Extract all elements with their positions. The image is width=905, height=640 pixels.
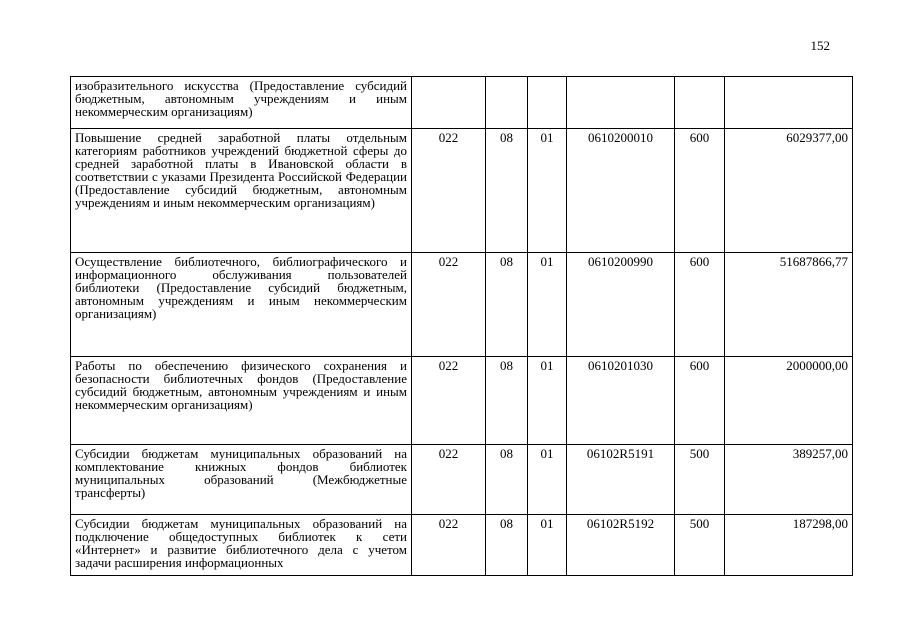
target-code-cell <box>567 77 675 129</box>
amount-cell: 187298,00 <box>725 515 853 576</box>
expense-type-cell: 500 <box>675 445 725 515</box>
ministry-code-cell: 022 <box>412 445 486 515</box>
expense-type-cell: 500 <box>675 515 725 576</box>
expense-type-cell: 600 <box>675 253 725 357</box>
ministry-code-cell: 022 <box>412 253 486 357</box>
target-code-cell: 06102R5191 <box>567 445 675 515</box>
section-code-cell <box>486 77 528 129</box>
table-row <box>71 515 853 576</box>
target-code-cell: 0610200990 <box>567 253 675 357</box>
subsection-code-cell: 01 <box>528 445 567 515</box>
table-row <box>71 357 853 445</box>
expense-type-cell: 600 <box>675 357 725 445</box>
row-name-cell: Работы по обеспечению физического сохранения и безопасности библиотечных фондов (Предоставление субсидий бюджетным, автономным учреждениям и иным некоммерческим организациям) <box>71 357 412 445</box>
table-row <box>71 77 853 129</box>
amount-cell: 51687866,77 <box>725 253 853 357</box>
amount-cell: 6029377,00 <box>725 129 853 253</box>
page-number: 152 <box>810 38 830 53</box>
section-code-cell: 08 <box>486 253 528 357</box>
row-name-cell: Повышение средней заработной платы отдельным категориям работников учреждений бюджетной сферы до средней заработной платы в Ивановской области в соответствии с указами Президента Российской Федерации (Предоставление субсидий бюджетным, автономным учреждениям и иным некоммерческим организациям) <box>71 129 412 253</box>
subsection-code-cell: 01 <box>528 253 567 357</box>
target-code-cell: 06102R5192 <box>567 515 675 576</box>
budget-table <box>70 76 853 576</box>
row-name-cell: Субсидии бюджетам муниципальных образований на подключение общедоступных библиотек к сети «Интернет» и развитие библиотечного дела с учетом задачи расширения информационных <box>71 515 412 576</box>
ministry-code-cell: 022 <box>412 515 486 576</box>
section-code-cell: 08 <box>486 357 528 445</box>
ministry-code-cell <box>412 77 486 129</box>
target-code-cell: 0610200010 <box>567 129 675 253</box>
row-name-cell: Субсидии бюджетам муниципальных образований на комплектование книжных фондов библиотек муниципальных образований (Межбюджетные трансферты) <box>71 445 412 515</box>
expense-type-cell: 600 <box>675 129 725 253</box>
section-code-cell: 08 <box>486 515 528 576</box>
subsection-code-cell: 01 <box>528 357 567 445</box>
row-name-cell: изобразительного искусства (Предоставление субсидий бюджетным, автономным учреждениям и иным некоммерческим организациям) <box>71 77 412 129</box>
amount-cell <box>725 77 853 129</box>
row-name-cell: Осуществление библиотечного, библиографического и информационного обслуживания пользователей библиотеки (Предоставление субсидий бюджетным, автономным учреждениям и иным некоммерческим организациям) <box>71 253 412 357</box>
ministry-code-cell: 022 <box>412 357 486 445</box>
subsection-code-cell: 01 <box>528 129 567 253</box>
subsection-code-cell: 01 <box>528 515 567 576</box>
subsection-code-cell <box>528 77 567 129</box>
table-row <box>71 253 853 357</box>
table-row <box>71 445 853 515</box>
table-row <box>71 129 853 253</box>
section-code-cell: 08 <box>486 129 528 253</box>
ministry-code-cell: 022 <box>412 129 486 253</box>
expense-type-cell <box>675 77 725 129</box>
target-code-cell: 0610201030 <box>567 357 675 445</box>
section-code-cell: 08 <box>486 445 528 515</box>
amount-cell: 2000000,00 <box>725 357 853 445</box>
amount-cell: 389257,00 <box>725 445 853 515</box>
